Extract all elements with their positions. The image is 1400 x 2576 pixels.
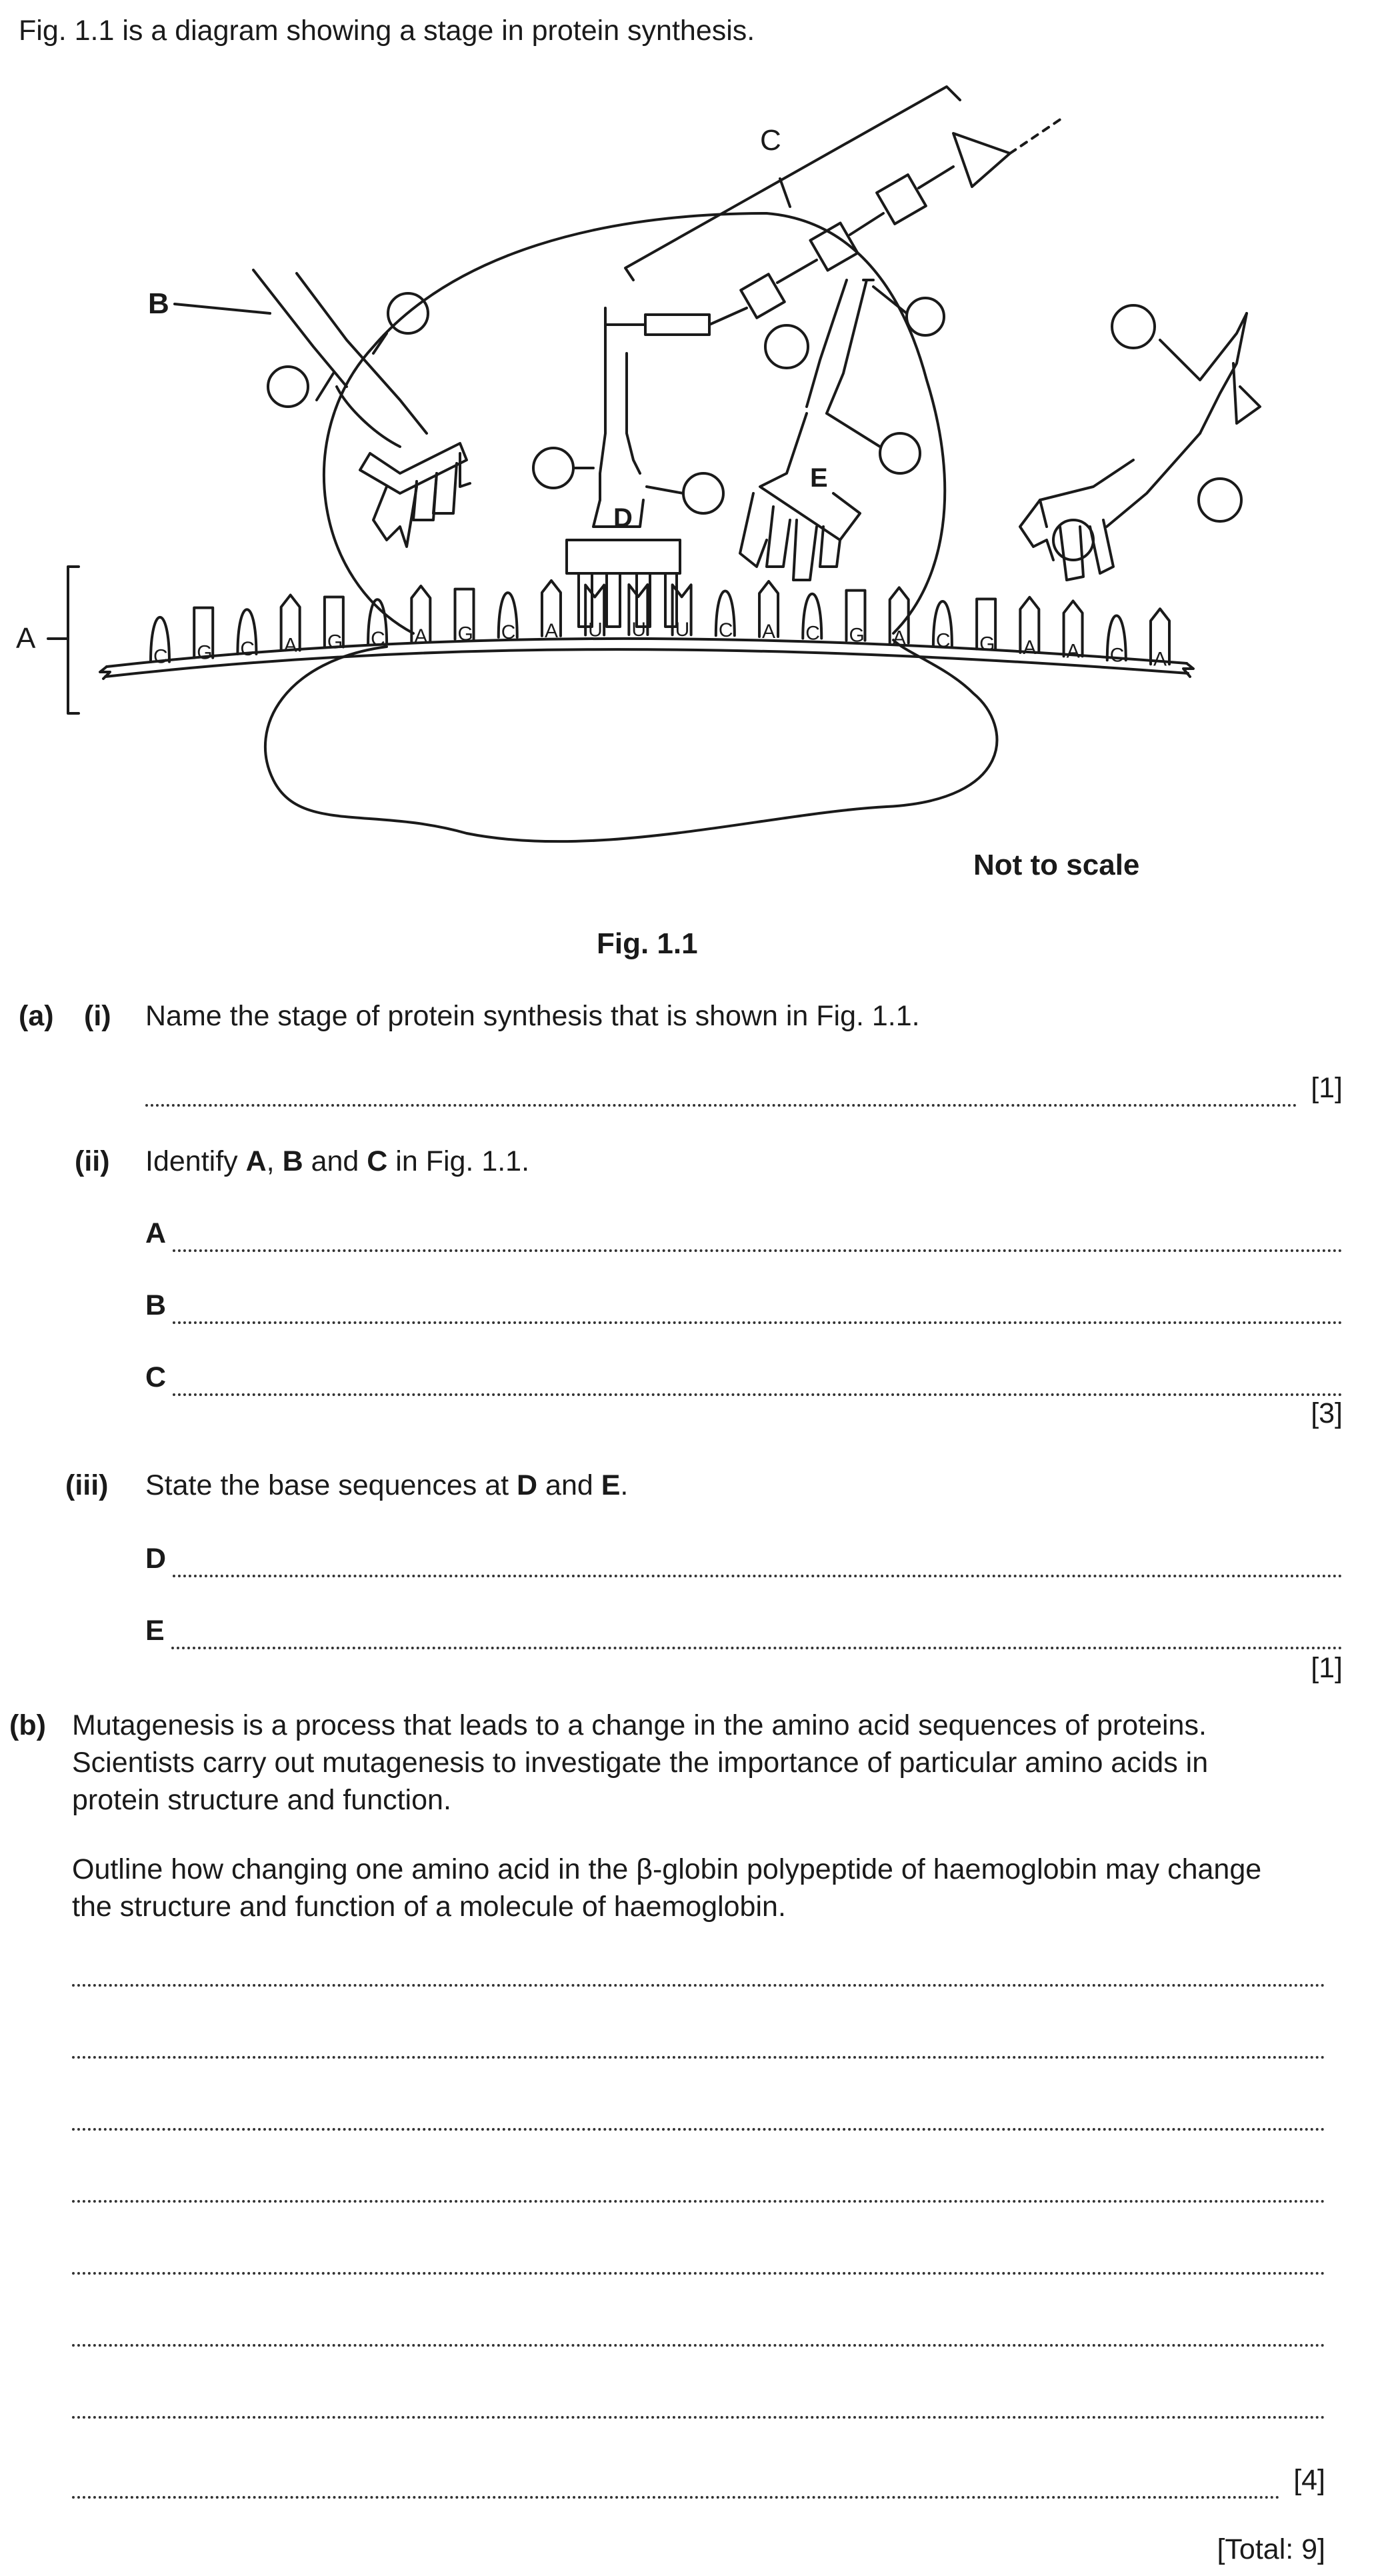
figure-caption: Fig. 1.1 bbox=[597, 927, 698, 960]
answer-line-b-3 bbox=[72, 2101, 1325, 2131]
mrna-base-letter: C bbox=[371, 627, 385, 650]
mrna-base-letter: C bbox=[718, 619, 733, 642]
answer-line-b-7 bbox=[72, 2389, 1325, 2419]
q-text: Identify bbox=[145, 1145, 246, 1177]
answer-line-E bbox=[145, 1612, 1343, 1649]
mrna-base-letter: C bbox=[501, 621, 516, 643]
part-a-label: (a) bbox=[19, 1000, 54, 1032]
trna-D bbox=[533, 308, 723, 627]
trna-entering bbox=[1020, 305, 1260, 580]
q-bold-E: E bbox=[601, 1469, 621, 1501]
mrna-base-letter: A bbox=[1153, 648, 1167, 671]
answer-field-E[interactable] bbox=[171, 1620, 1343, 1649]
mrna-base-letter: C bbox=[935, 629, 951, 652]
not-to-scale: Not to scale bbox=[973, 849, 1140, 881]
mark-b: [4] bbox=[1293, 2464, 1325, 2496]
mrna-base-letter: G bbox=[979, 633, 995, 655]
answer-field-b[interactable] bbox=[72, 2101, 1325, 2131]
answer-field-b[interactable] bbox=[72, 2469, 1280, 2499]
part-b-paragraph-2 bbox=[72, 1851, 1325, 1925]
mark-a-ii: [3] bbox=[1311, 1397, 1343, 1429]
label-E: E bbox=[810, 463, 828, 493]
answer-line-b-2 bbox=[72, 2029, 1325, 2059]
mrna-base-letter: A bbox=[1066, 640, 1080, 663]
answer-field-b[interactable] bbox=[72, 2245, 1325, 2275]
mrna-base-letter: C bbox=[1109, 644, 1125, 667]
paragraph-line: Outline how changing one amino acid in the β-globin polypeptide of haemoglobin may change bbox=[72, 1853, 1262, 1885]
label-B: B bbox=[148, 287, 169, 320]
answer-field-a-i[interactable] bbox=[145, 1077, 1297, 1107]
intro-text: Fig. 1.1 is a diagram showing a stage in protein synthesis. bbox=[19, 15, 755, 47]
answer-field-b[interactable] bbox=[72, 2029, 1325, 2059]
paragraph-line: the structure and function of a molecule of haemoglobin. bbox=[72, 1891, 786, 1923]
mrna-base-letter: C bbox=[240, 637, 255, 660]
q-bold-D: D bbox=[517, 1469, 538, 1501]
answer-label-C: C bbox=[145, 1361, 167, 1393]
answer-label-A: A bbox=[145, 1217, 167, 1249]
mrna-base-letter: A bbox=[544, 619, 558, 642]
q-bold-A: A bbox=[245, 1145, 267, 1177]
answer-label-D: D bbox=[145, 1543, 167, 1575]
answer-line-b-1 bbox=[72, 1957, 1325, 1987]
mrna-base-letter: G bbox=[849, 624, 865, 647]
mrna-base-letter: G bbox=[457, 623, 473, 645]
answer-line-B bbox=[145, 1287, 1343, 1324]
part-a-iii-question bbox=[145, 1467, 628, 1504]
figure-protein-synthesis bbox=[0, 60, 1400, 960]
mark-a-i: [1] bbox=[1311, 1072, 1343, 1104]
answer-line-b-4 bbox=[72, 2173, 1325, 2203]
mrna-base-letter: U bbox=[588, 619, 603, 641]
q-sep: , bbox=[266, 1145, 283, 1177]
answer-field-C[interactable] bbox=[173, 1367, 1343, 1396]
answer-field-A[interactable] bbox=[173, 1223, 1343, 1252]
q-text: . bbox=[620, 1469, 629, 1501]
answer-field-b[interactable] bbox=[72, 1957, 1325, 1987]
answer-line-A bbox=[145, 1215, 1343, 1252]
answer-field-b[interactable] bbox=[72, 2317, 1325, 2347]
mrna-base-letter: A bbox=[283, 634, 297, 657]
trna-B bbox=[253, 270, 470, 547]
paragraph-line: Mutagenesis is a process that leads to a change in the amino acid sequences of proteins. bbox=[72, 1709, 1207, 1741]
q-text: State the base sequences at bbox=[145, 1469, 517, 1501]
part-b-paragraph-1 bbox=[72, 1707, 1325, 1819]
answer-field-B[interactable] bbox=[173, 1295, 1343, 1324]
part-a-i-label: (i) bbox=[84, 1000, 111, 1032]
answer-line-a-i bbox=[145, 1069, 1343, 1107]
total-marks: [Total: 9] bbox=[1217, 2533, 1325, 2565]
answer-label-E: E bbox=[145, 1615, 165, 1647]
answer-line-C bbox=[145, 1359, 1343, 1396]
part-b-label: (b) bbox=[9, 1709, 46, 1741]
part-a-ii-question bbox=[145, 1143, 529, 1180]
label-D: D bbox=[613, 503, 633, 533]
label-C: C bbox=[760, 124, 781, 157]
q-bold-C: C bbox=[367, 1145, 388, 1177]
answer-line-b-5 bbox=[72, 2245, 1325, 2275]
mrna-base-letter: A bbox=[762, 620, 776, 643]
mrna-base-letter: U bbox=[631, 619, 647, 641]
polypeptide-end-triangle bbox=[953, 133, 1010, 187]
bracket-C bbox=[625, 87, 960, 280]
mrna-base-letter: C bbox=[805, 622, 820, 645]
mark-a-iii: [1] bbox=[1311, 1652, 1343, 1684]
answer-label-B: B bbox=[145, 1289, 167, 1321]
paragraph-line: protein structure and function. bbox=[72, 1784, 451, 1816]
answer-line-D bbox=[145, 1540, 1343, 1577]
paragraph-line: Scientists carry out mutagenesis to investigate the importance of particular amino acids in bbox=[72, 1747, 1209, 1779]
small-subunit-outline bbox=[265, 640, 997, 841]
answer-field-b[interactable] bbox=[72, 2173, 1325, 2203]
diagram-svg bbox=[0, 60, 1400, 960]
part-a-iii-label: (iii) bbox=[65, 1469, 109, 1501]
q-bold-B: B bbox=[282, 1145, 303, 1177]
trna-E bbox=[740, 280, 944, 580]
answer-line-b-8 bbox=[72, 2461, 1325, 2499]
bracket-A bbox=[68, 567, 79, 713]
answer-line-b-6 bbox=[72, 2317, 1325, 2347]
mrna-base-letter: G bbox=[327, 631, 343, 653]
answer-field-D[interactable] bbox=[173, 1548, 1343, 1577]
mrna-base-letter: A bbox=[414, 625, 428, 647]
q-sep: and bbox=[537, 1469, 601, 1501]
q-sep: and bbox=[303, 1145, 367, 1177]
mrna-base-letter: G bbox=[197, 641, 213, 664]
mrna-base-letter: A bbox=[892, 627, 906, 649]
mrna-base-letter: A bbox=[1023, 636, 1037, 659]
q-text: in Fig. 1.1. bbox=[387, 1145, 530, 1177]
part-a-i-question: Name the stage of protein synthesis that is shown in Fig. 1.1. bbox=[145, 1000, 920, 1032]
answer-field-b[interactable] bbox=[72, 2389, 1325, 2419]
mrna-base-letter: U bbox=[675, 619, 690, 641]
part-a-ii-label: (ii) bbox=[75, 1145, 110, 1177]
label-A: A bbox=[16, 622, 36, 655]
mrna-base-letter: C bbox=[153, 645, 168, 668]
